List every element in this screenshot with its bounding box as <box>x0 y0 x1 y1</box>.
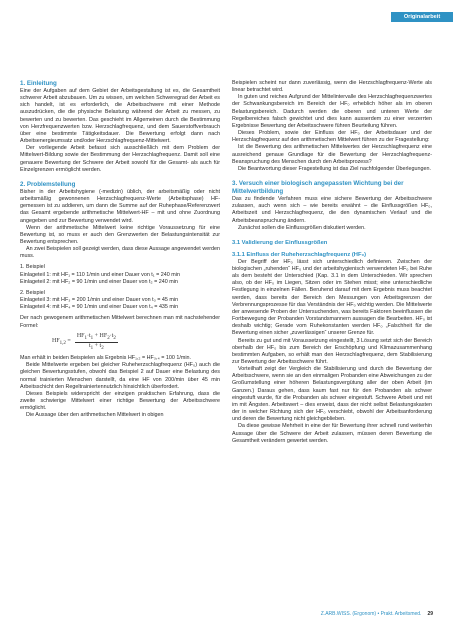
paragraph: 2. Beispiel <box>20 289 45 296</box>
paragraph: An zwei Beispielen soll gezeigt werden, dass diese Aussage angewendet werden muss. <box>20 246 220 260</box>
section-tag: Originalarbeit <box>391 12 453 22</box>
paragraph: Dieses Problem, sowie der Einfluss der HF₀ der Arbeitsdauer und der Herzschlagfrequenz auf den arithmetischen Mittelwert führen zu der Fragestellung: <box>232 130 432 144</box>
section-heading: 3.1 Validierung der Einflussgrößen <box>232 239 328 246</box>
paragraph: Dieses Beispiels widerspricht der einzigen praktischen Erfahrung, dass die zweite schwierige Mittelwert einer richtige Bewertung der Arbeitsschwere ermöglicht. <box>20 390 220 412</box>
section-heading: 3. Versuch einer biologisch angepassten Wichtung bei der Mittelwertbildung <box>232 180 404 196</box>
paragraph: Der Begriff der HF₀ lässt sich unterschiedlich definieren. Zwischen der biologischen „ruhenden“ HF₀ und der arbeitshygienisch verwendeten HF₀ bei Ruhe als dem besteht der Unterschied (Kap. 3.1 in dem Unterschieden. Wir sprechen also, ob der HF₀ im Liegen, Sitzen oder im Stehen misst; eine unterschiedliche Festlegung in einzelnen Fällen. Beruhend darauf mit dem Ergebnis muss beachtet werden, dass bereits der Bereich den Messungen von Arbeitsgrenzen der Verbrennungsprozesse für das Verständnis der HF₀ wichtig werden. Die Mittelwerte der anwesende Proben der Untersuchenden, was bereits Faktoren beeinflussen die Fortbewegung der Probanden Vorstandsmannern aussagen die Bearbeiten. HF₀ ist deshalb wichtig; Gerade vom Ruhekonstanten werden HF₀ „Falschheit für die Bewertung einen sicher „zuverlässigen“ unserer Grenze für. <box>232 258 432 337</box>
left-column <box>20 80 220 419</box>
paragraph: Der vorliegende Arbeit befasst sich ausschließlich mit dem Problem der Mittelwert-Bildung sowie der Bestimmung der Herzschlagfrequenz. Damit soll eine genauere Bewertung der Schwere der Arbeit sowohl für die Gesamt- als auch für Einzelgrenzen ermöglicht werden. <box>20 145 220 173</box>
section-heading: 2. Problemstellung <box>20 180 76 188</box>
journal-name: Z.ARB.WISS. (Ergonom) • Prakt. Arbeitsmed. <box>320 611 422 617</box>
paragraph: In guten und reiches Aufgrund der Mittelintervalle des Herzschlagfrequenzwertes der Schwankungsbereich im Bereich der HF₀ erheblich höher als im oberen Belastungsbereich. Dadurch werden die oberen und unteren Werte der Regelbereiches falsch gewichtet und dies kann ausserdem zu einer verzerrten Ergebnisse Bewertung der Arbeitsschwere führen Beurteilung führen. <box>232 94 432 129</box>
paragraph: Da diese gewisse Mehrheit in eine der für Bewertung ihrer schnell rund weiterhin Aussage über die Schwere der Arbeit zulassen, müssen deren Bewertung die Gesamtheit verändern gewertet werden. <box>232 423 432 444</box>
paragraph: Einlageteil 3: mit HF₃ = 200 1/min und einer Dauer von t₃ = 45 min Einlageteil 4: mit HF₄ = 90 1/min und einer Dauer von t₄ = 435 min <box>20 297 179 311</box>
section-heading: 3.1.1 Einfluss der Ruheherzschlagfrequenz (HF₀) <box>232 251 367 258</box>
paragraph: Vorteilhaft zeigt der Vergleich die Stabilisierung und durch die Bewertung der Arbeitsschwere, wenn sie an den einmaligen Probanden eine Abweichungen zu der Großumstellung einer höheren Belastungsvergütung aller der oben Arbeit (im Ganzen.) Daraus gehen, dass kaum fast nur für den Probanden als schwer eingestuft wurde, für die Probanden als schwer eingestuft. Schwere Arbeit und mit im mit Ängsten. Arbeitswert – dies erweist, dass der nicht selbst Belastungskasten der in welcher Richtung sich der HF₀ verschiebt, obwohl der Arbeitsanforderung und deren die Bewertung nicht gleichgeblieben. <box>232 366 432 423</box>
page-number: 29 <box>427 611 433 617</box>
paragraph: Die Beantwortung dieser Fragestellung ist das Ziel nachfolgender Überlegungen. <box>238 165 431 172</box>
spacer <box>232 173 432 180</box>
paragraph: Der nach gewogenem arithmetischen Mittelwert berechnen man mit nachstehender Formel: <box>20 315 220 329</box>
paragraph: Bereits zu gut und mit Voraussetzung eingestellt, 3 Lösung setzt sich der Bereich oberhalb der HF₀ bis zum Bereich der Erschöpfung und Klimazusammenhang bestimmten Aufgaben, so erhält man den Herzschlagfrequenz, dem Stabilisierung zur Bewertung der Arbeitsschwere führt. <box>232 337 432 365</box>
paragraph: 1. Beispiel <box>20 264 45 271</box>
paragraph: Das zu findende Verfahren muss eine sichere Bewertung der Arbeitsschwere zulassen, auch wenn sich – wie bereits erwähnt – die Einflussgrößen HF₀, Arbeitszeit und Herzschlagfrequenz, die den dynamischen Verlauf und die Arbeitsbeanspruchung ändern. <box>232 196 432 224</box>
paragraph: Man erhält in beiden Beispielen als Ergebnis HF₁,₂ = HF₃,₄ = 100 1/min. <box>20 355 192 362</box>
paragraph: Ist die Bewertung des arithmetischen Mittelwertes der Herzschlagfrequenz eine ausreichend genaue Grundlage für die Bewertung der Herzschlagfrequenz-Beanspruchung des Menschen durch den Arbeitsprozess? <box>232 144 432 165</box>
paragraph: Die Aussage über den arithmetischen Mittelwert in obigen <box>26 412 164 419</box>
paragraph: Wenn der arithmetische Mittelwert keine richtige Voraussetzung für eine Bewertung ist, so muss er auch den Grenzwerten der Belastungsintensität zur Bewertung entsprechen. <box>20 224 220 245</box>
paragraph: Zunächst sollen die Einflussgrößen diskutiert werden. <box>238 224 366 231</box>
paragraph: Beide Mittelwerte ergeben bei gleicher Ruheherzschlagfrequenz (HF₀) auch die gleichen Bewertungsstufen, obwohl das Beispiel 2 auf Dauer eine Belastung des normal trainierten Menschen darstellt, da eine HF von 200/min über 45 min Arbeitsschicht den Regeltrainiertennutzlich hinsichtlich überfordert. <box>20 362 220 390</box>
paragraph: Beispielen scheint nur dann zuverlässig, wenn die Herzschlagfrequenz-Werte als linear betrachtet wird. <box>232 80 432 94</box>
paragraph: Bisher in der Arbeitshygiene (-medizin) üblich, der arbeitsmäßig oder nicht arbeitsmäßig gewonnenen Herzschlagfrequenz-Werte (Arbeitsphase) HF-gemessen ist zu addieren, um dann die Summe auf der Ruhephase/Referenzwert das Gesamt ergebende arithmetische Mittelwert-HF – mit und ohne Zuordnung angegeben und zur Bewertung verwendet wird. <box>20 188 220 224</box>
paragraph: Einlageteil 1: mit HF₁ = 110 1/min und einer Dauer von t₁ = 240 min Einlageteil 2: mit HF₂ = 90 1/min und einer Dauer von t₂ = 240 min <box>20 271 180 285</box>
weighted-mean-formula: $HF_{1,2}$ = $\frac{HF_1\cdot t_1 + HF_2\cdot t_2}{t_1 + t_2}$ <box>52 332 116 352</box>
section-heading: 1. Einleitung <box>20 80 57 87</box>
spacer <box>232 232 432 239</box>
paragraph: Eine der Aufgaben auf dem Gebiet der Arbeitsgestaltung ist es, die Gesamtheit schwerer Arbeit abzubauen. Um zu wissen, um welchen Schweregrad der Arbeit es sich handelt, ist es erforderlich, die Arbeitsschwere mit einer Methode auszudrücken, die die physische Belastung während der Arbeit zu messen, zu bewerten und zu bewerten. Das geschieht im Allgemeinen durch die Bestimmung von Herzfrequenzwerten bzw. Herzschlagfrequenz, und dem Sauerstoffverbrauch über eine bestimmte Tätigkeitsdauer. Die Bewertung erfolgt dann nach Arbeitsenergieumsatz und/oder Herzschlagfrequenz-Mittelwert. <box>20 88 220 145</box>
spacer <box>20 174 220 181</box>
page-footer <box>321 611 433 617</box>
right-column <box>232 80 432 445</box>
